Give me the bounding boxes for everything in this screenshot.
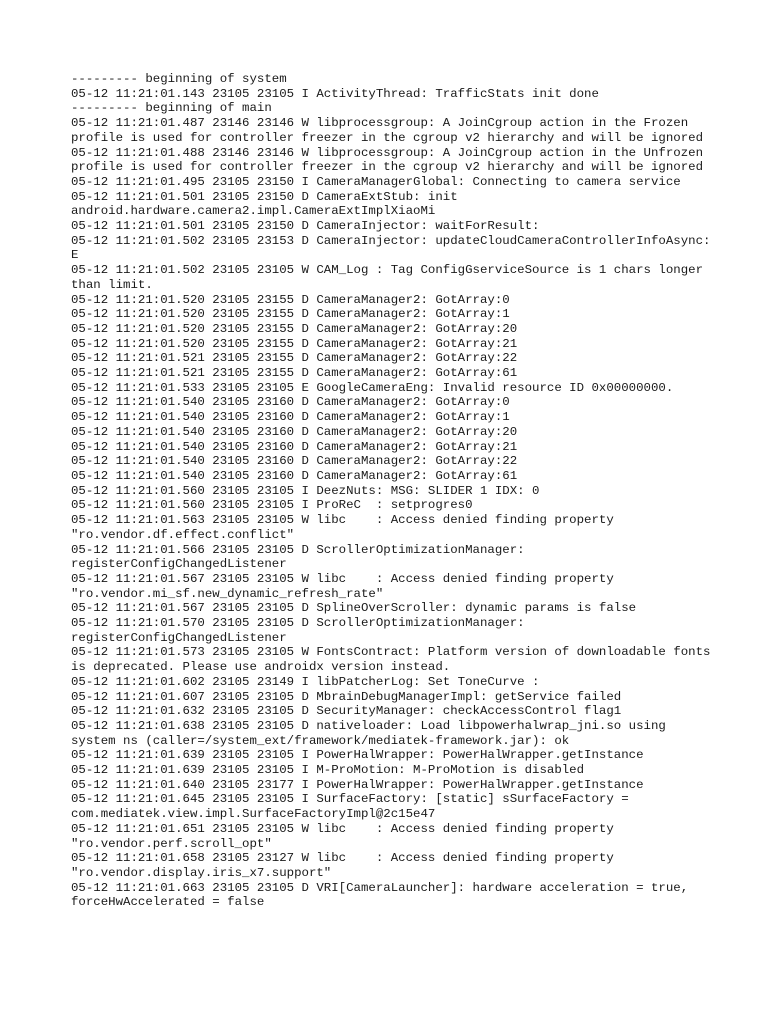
log-line: 05-12 11:21:01.495 23105 23150 I CameraManagerGlobal: Connecting to camera service [71, 174, 681, 189]
log-line: 05-12 11:21:01.520 23105 23155 D CameraManager2: GotArray:1 [71, 307, 510, 322]
log-line: 05-12 11:21:01.502 23105 23105 W CAM_Log : Tag ConfigGserviceSource is 1 chars longer than limit. [71, 263, 711, 292]
log-line: 05-12 11:21:01.639 23105 23105 I PowerHalWrapper: PowerHalWrapper.getInstance [71, 748, 644, 763]
log-line: 05-12 11:21:01.645 23105 23105 I SurfaceFactory: [static] sSurfaceFactory = com.mediatek.view.impl.SurfaceFactoryImpl@2c15e47 [71, 792, 637, 822]
log-line: 05-12 11:21:01.567 23105 23105 W libc : Access denied finding property "ro.vendor.mi_sf.new_dynamic_refresh_rate" [71, 571, 622, 601]
log-line: 05-12 11:21:01.651 23105 23105 W libc : Access denied finding property "ro.vendor.perf.scroll_opt" [71, 821, 622, 851]
log-line: --------- beginning of main [71, 101, 272, 116]
log-line: 05-12 11:21:01.533 23105 23105 E GoogleCameraEng: Invalid resource ID 0x00000000. [71, 380, 674, 395]
log-line: 05-12 11:21:01.521 23105 23155 D CameraManager2: GotArray:61 [71, 366, 518, 381]
log-line: 05-12 11:21:01.640 23105 23177 I PowerHalWrapper: PowerHalWrapper.getInstance [71, 777, 644, 792]
log-line: --------- beginning of system [71, 72, 287, 86]
log-line: 05-12 11:21:01.521 23105 23155 D CameraManager2: GotArray:22 [71, 351, 518, 366]
log-line: 05-12 11:21:01.540 23105 23160 D CameraManager2: GotArray:61 [71, 468, 518, 483]
log-line: 05-12 11:21:01.638 23105 23105 D nativeloader: Load libpowerhalwrap_jni.so using system ns (caller=/system_ext/framework/mediatek-framework.jar): ok [71, 718, 674, 748]
log-line: 05-12 11:21:01.566 23105 23105 D ScrollerOptimizationManager: registerConfigChangedListener [71, 542, 533, 572]
log-line: 05-12 11:21:01.658 23105 23127 W libc : Access denied finding property "ro.vendor.display.iris_x7.support" [71, 851, 622, 880]
log-line: 05-12 11:21:01.563 23105 23105 W libc : Access denied finding property "ro.vendor.df.effect.conflict" [71, 513, 622, 542]
log-line: 05-12 11:21:01.540 23105 23160 D CameraManager2: GotArray:0 [71, 395, 510, 410]
log-line: 05-12 11:21:01.487 23146 23146 W libprocessgroup: A JoinCgroup action in the Frozen profile is used for controller freezer in the cgroup v2 hierarchy and will be ignored [71, 116, 704, 145]
log-line: 05-12 11:21:01.520 23105 23155 D CameraManager2: GotArray:0 [71, 292, 510, 307]
log-line: 05-12 11:21:01.143 23105 23105 I ActivityThread: TrafficStats init done [71, 86, 599, 101]
log-line: 05-12 11:21:01.488 23146 23146 W libprocessgroup: A JoinCgroup action in the Unfrozen profile is used for controller freezer in the cgroup v2 hierarchy and will be ignored [71, 145, 711, 175]
log-line: 05-12 11:21:01.570 23105 23105 D ScrollerOptimizationManager: registerConfigChangedListener [71, 616, 533, 645]
log-line: 05-12 11:21:01.602 23105 23149 I libPatcherLog: Set ToneCurve : [71, 674, 540, 689]
log-line: 05-12 11:21:01.663 23105 23105 D VRI[CameraLauncher]: hardware acceleration = true, forceHwAccelerated = false [71, 880, 696, 910]
log-line: 05-12 11:21:01.573 23105 23105 W FontsContract: Platform version of downloadable fonts is deprecated. Please use androidx version instead. [71, 645, 718, 675]
log-line: 05-12 11:21:01.520 23105 23155 D CameraManager2: GotArray:21 [71, 336, 518, 351]
log-line: 05-12 11:21:01.501 23105 23150 D CameraExtStub: init android.hardware.camera2.impl.CameraExtImplXiaoMi [71, 189, 466, 219]
log-line: 05-12 11:21:01.540 23105 23160 D CameraManager2: GotArray:21 [71, 439, 518, 454]
log-line: 05-12 11:21:01.540 23105 23160 D CameraManager2: GotArray:20 [71, 424, 518, 439]
log-line: 05-12 11:21:01.567 23105 23105 D SplineOverScroller: dynamic params is false [71, 601, 637, 616]
log-line: 05-12 11:21:01.501 23105 23150 D CameraInjector: waitForResult: [71, 219, 540, 234]
log-line: 05-12 11:21:01.607 23105 23105 D MbrainDebugManagerImpl: getService failed [71, 689, 622, 704]
log-line: 05-12 11:21:01.560 23105 23105 I ProReC : setprogres0 [71, 498, 473, 513]
log-text-block [71, 72, 718, 910]
log-line: 05-12 11:21:01.520 23105 23155 D CameraManager2: GotArray:20 [71, 321, 518, 336]
log-line: 05-12 11:21:01.502 23105 23153 D CameraInjector: updateCloudCameraControllerInfoAsync: E [71, 233, 718, 263]
log-line: 05-12 11:21:01.639 23105 23105 I M-ProMotion: M-ProMotion is disabled [71, 763, 585, 778]
log-line: 05-12 11:21:01.632 23105 23105 D SecurityManager: checkAccessControl flag1 [71, 704, 622, 719]
log-line: 05-12 11:21:01.540 23105 23160 D CameraManager2: GotArray:22 [71, 454, 518, 469]
log-line: 05-12 11:21:01.540 23105 23160 D CameraManager2: GotArray:1 [71, 410, 510, 425]
log-line: 05-12 11:21:01.560 23105 23105 I DeezNuts: MSG: SLIDER 1 IDX: 0 [71, 483, 540, 498]
